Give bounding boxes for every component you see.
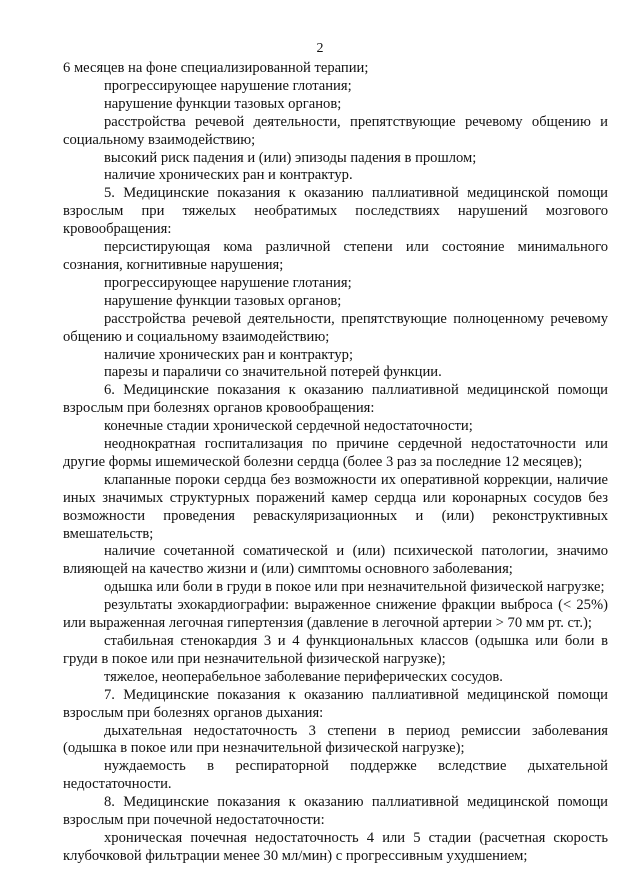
paragraph: наличие хронических ран и контрактур; xyxy=(104,346,354,363)
paragraph: наличие сочетанной соматической и (или) психической патологии, значимо влияющей на качество жизни и (или) симптомы основного заболевания; xyxy=(63,543,608,578)
paragraph: хроническая почечная недостаточность 4 или 5 стадии (расчетная скорость клубочковой фильтрации менее 30 мл/мин) с прогрессивным ухудшением; xyxy=(63,829,608,864)
paragraph: нарушение функции тазовых органов; xyxy=(104,95,342,112)
paragraph: персистирующая кома различной степени или состояние минимального сознания, когнитивные нарушения; xyxy=(63,239,608,273)
paragraph: 6 месяцев на фоне специализированной терапии; xyxy=(63,60,369,76)
paragraph: высокий риск падения и (или) эпизоды падения в прошлом; xyxy=(104,149,477,166)
paragraph: неоднократная госпитализация по причине сердечной недостаточности или другие формы ишемической болезни сердца (более 3 раз за последние 12 месяцев); xyxy=(63,436,608,470)
paragraph: наличие хронических ран и контрактур. xyxy=(104,167,353,184)
page-number: 2 xyxy=(316,41,324,56)
paragraph: дыхательная недостаточность 3 степени в период ремиссии заболевания (одышка в покое или при незначительной физической нагрузке); xyxy=(63,722,608,757)
paragraph: одышка или боли в груди в покое или при незначительной физической нагрузке; xyxy=(104,579,605,596)
paragraph: 7. Медицинские показания к оказанию паллиативной медицинской помощи взрослым при болезнях органов дыхания: xyxy=(63,686,608,721)
paragraph: расстройства речевой деятельности, препятствующие полноценному речевому общению и социальному взаимодействию; xyxy=(63,310,608,345)
paragraph: клапанные пороки сердца без возможности их оперативной коррекции, наличие иных значимых структурных поражений камер сердца или коронарных сосудов без возможности проведения реваскуляризационных и (или) реконструктивных вмешательств; xyxy=(63,471,608,542)
paragraph: нарушение функции тазовых органов; xyxy=(104,292,342,309)
paragraph: тяжелое, неоперабельное заболевание периферических сосудов. xyxy=(104,668,503,685)
paragraph: прогрессирующее нарушение глотания; xyxy=(104,274,352,291)
paragraph: 6. Медицинские показания к оказанию паллиативной медицинской помощи взрослым при болезнях органов кровообращения: xyxy=(63,382,608,417)
paragraph: нуждаемость в респираторной поддержке вследствие дыхательной недостаточности. xyxy=(63,758,608,793)
paragraph: конечные стадии хронической сердечной недостаточности; xyxy=(104,418,473,435)
paragraph: 5. Медицинские показания к оказанию паллиативной медицинской помощи взрослым при тяжелых необратимых последствиях нарушений мозгового кровообращения: xyxy=(63,185,608,238)
paragraph: стабильная стенокардия 3 и 4 функциональных классов (одышка или боли в груди в покое или при незначительной физической нагрузке); xyxy=(63,633,608,667)
paragraph: парезы и параличи со значительной потерей функции. xyxy=(104,364,442,381)
paragraph: расстройства речевой деятельности, препятствующие речевому общению и социальному взаимодействию; xyxy=(63,113,608,148)
paragraph: 8. Медицинские показания к оказанию паллиативной медицинской помощи взрослым при почечной недостаточности: xyxy=(63,794,608,829)
paragraph: результаты эхокардиографии: выраженное снижение фракции выброса (< 25%) или выраженная легочная гипертензия (давление в легочной артерии > 70 мм рт. ст.); xyxy=(63,597,608,632)
document-body xyxy=(63,60,608,866)
paragraph: прогрессирующее нарушение глотания; xyxy=(104,77,352,94)
